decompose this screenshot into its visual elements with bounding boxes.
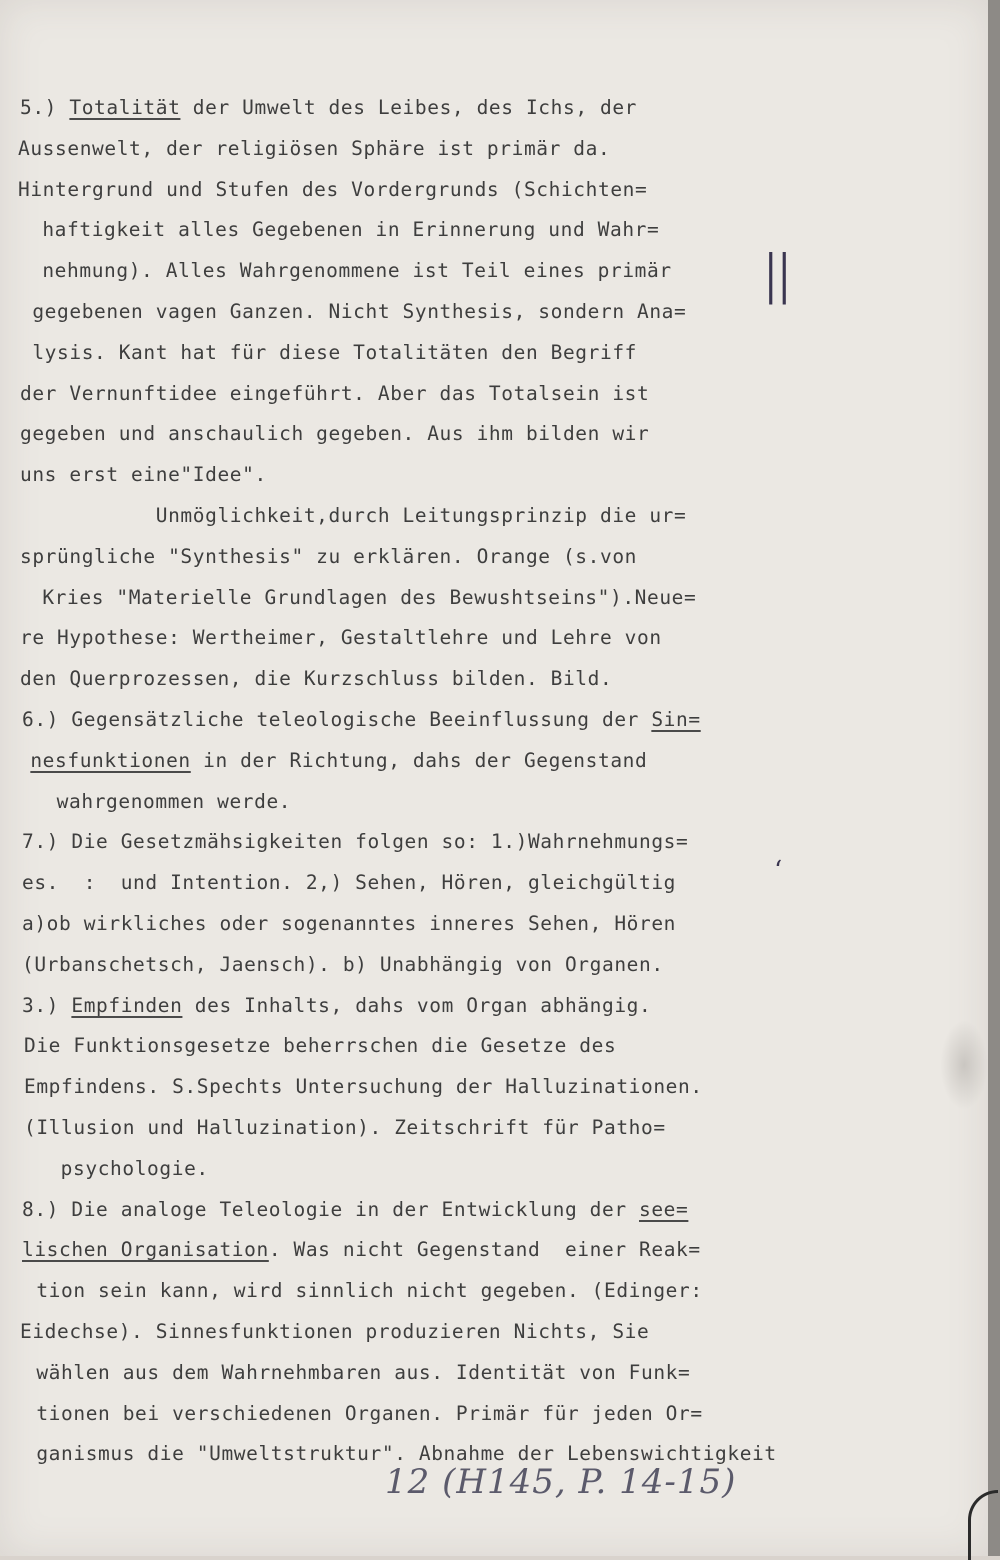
text-line	[20, 382, 649, 405]
text-line	[36, 1157, 209, 1180]
text-segment: der Vernunftidee eingeführt. Aber das Totalsein ist	[20, 381, 650, 405]
text-segment: a)ob wirkliches oder sogenanntes inneres Sehen, Hören	[22, 912, 677, 935]
text-segment: wahrgenommen werde.	[32, 789, 292, 813]
text-line	[22, 953, 664, 976]
text-segment: Die Funktionsgesetze beherrschen die Gesetze des	[24, 1034, 617, 1058]
text-segment: 7.) Die Gesetzmähsigkeiten folgen so: 1.)Wahrnehmungs=	[22, 830, 689, 854]
text-segment: Hintergrund und Stufen des Vordergrunds (Schichten=	[18, 177, 648, 201]
underlined-term: see=	[639, 1197, 689, 1221]
text-line	[18, 178, 647, 201]
text-line	[22, 871, 676, 894]
text-line	[24, 1279, 703, 1302]
text-segment: gegebenen vagen Ganzen. Nicht Synthesis, sondern Ana=	[20, 300, 687, 323]
text-line	[30, 586, 696, 609]
text-line	[24, 1116, 666, 1139]
underlined-term: Sin=	[651, 708, 701, 731]
text-line	[24, 1075, 703, 1098]
underlined-term: nesfunktionen	[30, 748, 191, 772]
text-segment: Unmöglichkeit,durch Leitungsprinzip die ur=	[20, 504, 687, 527]
text-segment: den Querprozessen, die Kurzschluss bilden. Bild.	[20, 667, 613, 691]
text-segment: 6.) Gegensätzliche teleologische Beeinflussung der	[22, 708, 652, 731]
text-segment: Eidechse). Sinnesfunktionen produzieren Nichts, Sie	[20, 1320, 650, 1343]
text-segment: ganismus die "Umweltstruktur". Abnahme der Lebenswichtigkeit	[24, 1442, 777, 1466]
text-line	[18, 749, 647, 772]
text-line	[20, 422, 649, 445]
paper-smudge	[940, 1020, 988, 1110]
text-segment: uns erst eine"Idee".	[20, 463, 267, 487]
text-segment: 3.)	[22, 993, 72, 1017]
text-segment: nehmung). Alles Wahrgenommene ist Teil eines primär	[30, 259, 672, 283]
underlined-term: Totalität	[69, 96, 181, 119]
text-segment: tion sein kann, wird sinnlich nicht gegeben. (Edinger:	[24, 1279, 703, 1303]
text-line	[20, 1320, 649, 1343]
text-line	[24, 1034, 616, 1057]
margin-double-bar: ||	[764, 245, 791, 305]
text-line	[22, 912, 676, 935]
text-line	[20, 341, 637, 364]
text-line	[22, 994, 651, 1017]
text-segment	[18, 749, 30, 772]
text-line	[24, 1361, 690, 1384]
text-line	[30, 218, 659, 241]
text-line	[22, 830, 688, 853]
archive-reference-note: 12 (H145, P. 14-15)	[385, 1462, 737, 1502]
text-line	[20, 626, 662, 649]
text-line	[18, 137, 610, 160]
text-segment: sprüngliche "Synthesis" zu erklären. Orange (s.von	[20, 544, 637, 568]
text-segment: lysis. Kant hat für diese Totalitäten den Begriff	[20, 340, 637, 364]
text-segment: (Illusion und Halluzination). Zeitschrift für Patho=	[24, 1116, 666, 1139]
underlined-term: lischen Organisation	[22, 1238, 269, 1262]
text-line	[20, 504, 686, 527]
text-line	[20, 667, 612, 690]
text-segment: Kries "Materielle Grundlagen des Bewushtseins").Neue=	[30, 585, 697, 609]
text-line	[32, 790, 291, 813]
text-line	[22, 1238, 701, 1261]
text-segment: Aussenwelt, der religiösen Sphäre ist primär da.	[18, 136, 611, 160]
text-segment: der Umwelt des Leibes, des Ichs, der	[180, 96, 638, 119]
text-segment: psychologie.	[36, 1156, 209, 1180]
text-segment: Empfindens. S.Spechts Untersuchung der Halluzinationen.	[24, 1075, 703, 1099]
text-segment: 5.)	[20, 96, 70, 119]
margin-tick: ‘	[774, 856, 783, 886]
page-edge	[988, 0, 1000, 1556]
text-line	[20, 545, 637, 568]
text-segment: . Was nicht Gegenstand einer Reak=	[268, 1238, 701, 1262]
text-line	[22, 708, 701, 731]
text-segment: re Hypothese: Wertheimer, Gestaltlehre und Lehre von	[20, 626, 662, 650]
text-line	[20, 463, 267, 486]
text-segment: es. : und Intention. 2,) Sehen, Hören, gleichgültig	[22, 871, 677, 895]
text-segment: wählen aus dem Wahrnehmbaren aus. Identität von Funk=	[24, 1360, 691, 1384]
text-segment: in der Richtung, dahs der Gegenstand	[190, 748, 648, 772]
text-segment: 8.) Die analoge Teleologie in der Entwicklung der	[22, 1197, 639, 1221]
text-line	[22, 1198, 688, 1221]
text-segment: des Inhalts, dahs vom Organ abhängig.	[182, 993, 652, 1017]
text-line	[20, 300, 686, 323]
text-segment: (Urbanschetsch, Jaensch). b) Unabhängig von Organen.	[22, 952, 664, 976]
underlined-term: Empfinden	[71, 993, 183, 1017]
text-line	[24, 1402, 703, 1425]
text-line	[20, 96, 637, 119]
text-segment: tionen bei verschiedenen Organen. Primär für jeden Or=	[24, 1401, 703, 1425]
text-segment: gegeben und anschaulich gegeben. Aus ihm bilden wir	[20, 422, 650, 446]
text-segment: haftigkeit alles Gegebenen in Erinnerung und Wahr=	[30, 218, 660, 242]
text-line	[30, 259, 672, 282]
